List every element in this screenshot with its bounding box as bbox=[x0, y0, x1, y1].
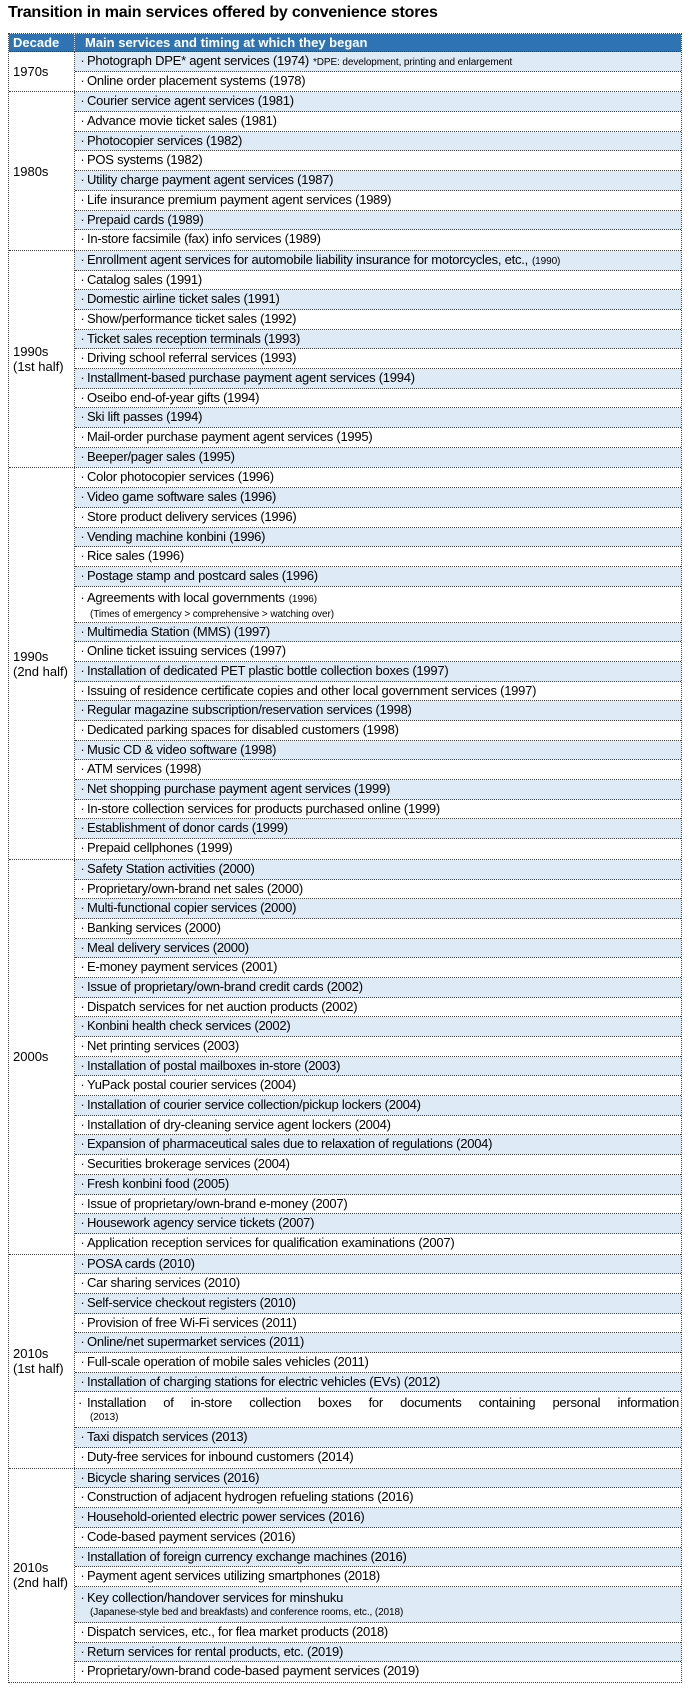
decade-group bbox=[9, 52, 681, 92]
decade-sublabel: (2nd half) bbox=[13, 1575, 68, 1591]
bullet-icon: · bbox=[80, 469, 85, 485]
service-row bbox=[75, 1057, 681, 1077]
service-row bbox=[75, 251, 681, 271]
service-text: Life insurance premium payment agent services (1989) bbox=[87, 191, 392, 207]
decade-cell bbox=[9, 251, 75, 468]
bullet-icon: · bbox=[80, 528, 85, 544]
service-text: Expansion of pharmaceutical sales due to relaxation of regulations (2004) bbox=[87, 1136, 493, 1152]
service-row bbox=[75, 171, 681, 191]
service-row bbox=[75, 860, 681, 880]
bullet-icon: · bbox=[80, 800, 85, 816]
service-row bbox=[75, 191, 681, 211]
bullet-icon: · bbox=[80, 1623, 85, 1639]
service-row bbox=[75, 508, 681, 528]
service-text: Taxi dispatch services (2013) bbox=[87, 1429, 248, 1445]
bullet-icon: · bbox=[80, 251, 85, 267]
service-text: Issue of proprietary/own-brand credit cards (2002) bbox=[87, 978, 363, 994]
header-decade-cell: Decade bbox=[9, 34, 75, 51]
service-row bbox=[75, 528, 681, 548]
decade-cell bbox=[9, 1255, 75, 1468]
bullet-icon: · bbox=[80, 231, 85, 247]
service-text: Multi-functional copier services (2000) bbox=[87, 900, 297, 916]
service-row bbox=[75, 290, 681, 310]
bullet-icon: · bbox=[80, 567, 85, 583]
service-row bbox=[75, 448, 681, 468]
decade-cell bbox=[9, 1469, 75, 1682]
service-row bbox=[75, 151, 681, 171]
service-row bbox=[75, 1643, 681, 1663]
service-note: (1996) bbox=[288, 593, 317, 605]
service-rows bbox=[75, 1469, 681, 1682]
service-text: Online ticket issuing services (1997) bbox=[87, 643, 286, 659]
decade-group bbox=[9, 860, 681, 1255]
service-text: Music CD & video software (1998) bbox=[87, 741, 277, 757]
bullet-icon: · bbox=[80, 1077, 85, 1093]
bullet-icon: · bbox=[80, 1528, 85, 1544]
service-text: Photocopier services (1982) bbox=[87, 132, 243, 148]
decade-group bbox=[9, 251, 681, 469]
bullet-icon: · bbox=[80, 1373, 85, 1389]
service-text: Installation of dedicated PET plastic bottle collection boxes (1997) bbox=[87, 662, 449, 678]
bullet-icon: · bbox=[80, 589, 85, 605]
service-row bbox=[75, 800, 681, 820]
service-row bbox=[75, 662, 681, 682]
service-text: Show/performance ticket sales (1992) bbox=[87, 310, 297, 326]
service-row bbox=[75, 642, 681, 662]
decade-cell bbox=[9, 860, 75, 1254]
service-row bbox=[75, 1469, 681, 1489]
service-text: Dedicated parking spaces for disabled customers (1998) bbox=[87, 722, 399, 737]
service-row bbox=[75, 1135, 681, 1155]
service-note: (1990) bbox=[531, 255, 561, 267]
decade-group bbox=[9, 92, 681, 251]
bullet-icon: · bbox=[80, 1234, 85, 1250]
service-text: Installation of postal mailboxes in-store (2003) bbox=[87, 1057, 341, 1073]
service-text: Construction of adjacent hydrogen refueling stations (2016) bbox=[87, 1489, 414, 1505]
service-rows bbox=[75, 251, 681, 468]
service-text: Self-service checkout registers (2010) bbox=[87, 1294, 296, 1310]
service-text: Prepaid cellphones (1999) bbox=[87, 840, 233, 856]
bullet-icon: · bbox=[80, 350, 85, 366]
decade-label: 1990s bbox=[13, 648, 49, 664]
bullet-icon: · bbox=[80, 132, 85, 148]
service-text: Dispatch services for net auction products (2002) bbox=[87, 998, 358, 1014]
service-text: Ticket sales reception terminals (1993) bbox=[87, 330, 301, 346]
service-rows bbox=[75, 52, 681, 91]
decade-sublabel: (1st half) bbox=[13, 1361, 64, 1377]
decade-cell bbox=[9, 92, 75, 250]
service-note-line2: (Japanese-style bed and breakfasts) and conference rooms, etc., (2018) bbox=[90, 1606, 404, 1618]
service-text: Installation of courier service collection/pickup lockers (2004) bbox=[87, 1097, 421, 1113]
service-row bbox=[75, 271, 681, 291]
bullet-icon: · bbox=[80, 781, 85, 797]
service-text: Color photocopier services (1996) bbox=[87, 469, 274, 485]
service-text: Online order placement systems (1978) bbox=[87, 72, 306, 88]
service-text: Video game software sales (1996) bbox=[87, 489, 277, 505]
bullet-icon: · bbox=[80, 1663, 85, 1679]
service-text: Key collection/handover services for minshuku bbox=[87, 1589, 344, 1605]
bullet-icon: · bbox=[80, 1097, 85, 1113]
bullet-icon: · bbox=[80, 548, 85, 564]
service-text: Domestic airline ticket sales (1991) bbox=[87, 291, 280, 307]
service-text: Rice sales (1996) bbox=[87, 548, 184, 564]
service-row bbox=[75, 1234, 681, 1254]
service-row bbox=[75, 1587, 681, 1623]
bullet-icon: · bbox=[80, 271, 85, 287]
service-row bbox=[75, 92, 681, 112]
bullet-icon: · bbox=[80, 1136, 85, 1152]
bullet-icon: · bbox=[80, 643, 85, 659]
service-row bbox=[75, 310, 681, 330]
service-row bbox=[75, 1353, 681, 1373]
service-text: Installation of dry-cleaning service agent lockers (2004) bbox=[87, 1116, 391, 1132]
bullet-icon: · bbox=[80, 702, 85, 718]
decade-cell bbox=[9, 468, 75, 858]
service-row bbox=[75, 547, 681, 567]
decade-label: 1970s bbox=[13, 64, 49, 80]
service-row bbox=[75, 880, 681, 900]
service-text: Photograph DPE* agent services (1974) bbox=[87, 53, 309, 68]
service-text: Vending machine konbini (1996) bbox=[87, 528, 266, 544]
bullet-icon: · bbox=[80, 1509, 85, 1525]
table-header-row bbox=[9, 34, 681, 52]
bullet-icon: · bbox=[80, 919, 85, 935]
decade-group bbox=[9, 468, 681, 859]
service-text: Net printing services (2003) bbox=[87, 1038, 239, 1053]
service-text: Provision of free Wi-Fi services (2011) bbox=[87, 1314, 297, 1330]
service-row bbox=[75, 1488, 681, 1508]
service-row bbox=[75, 468, 681, 488]
bullet-icon: · bbox=[80, 1215, 85, 1231]
service-text: Regular magazine subscription/reservation services (1998) bbox=[87, 702, 412, 718]
decade-label: 1980s bbox=[13, 163, 49, 179]
service-row bbox=[75, 1662, 681, 1682]
service-text: Bicycle sharing services (2016) bbox=[87, 1469, 260, 1485]
service-text: Advance movie ticket sales (1981) bbox=[87, 113, 277, 129]
service-row bbox=[75, 1448, 681, 1468]
service-row bbox=[75, 52, 681, 72]
service-text: ATM services (1998) bbox=[87, 761, 202, 777]
service-row bbox=[75, 682, 681, 702]
bullet-icon: · bbox=[80, 1018, 85, 1034]
service-text: Application reception services for qualification examinations (2007) bbox=[87, 1234, 455, 1250]
service-text: POSA cards (2010) bbox=[87, 1255, 195, 1271]
service-row bbox=[75, 488, 681, 508]
service-rows bbox=[75, 92, 681, 250]
service-row bbox=[75, 349, 681, 369]
service-text: Safety Station activities (2000) bbox=[87, 860, 255, 876]
service-row bbox=[75, 741, 681, 761]
bullet-icon: · bbox=[80, 1275, 85, 1291]
bullet-icon: · bbox=[80, 53, 85, 68]
decade-label: 2010s bbox=[13, 1346, 49, 1362]
service-row bbox=[75, 1155, 681, 1175]
decade-cell bbox=[9, 52, 75, 91]
service-text: POS systems (1982) bbox=[87, 152, 203, 168]
bullet-icon: · bbox=[78, 1395, 83, 1411]
service-text: Housework agency service tickets (2007) bbox=[87, 1215, 315, 1231]
bullet-icon: · bbox=[80, 820, 85, 836]
service-row bbox=[75, 1175, 681, 1195]
service-row bbox=[75, 899, 681, 919]
bullet-icon: · bbox=[80, 662, 85, 678]
bullet-icon: · bbox=[80, 623, 85, 639]
decade-label: 2000s bbox=[13, 1049, 49, 1065]
service-rows bbox=[75, 468, 681, 858]
bullet-icon: · bbox=[80, 113, 85, 129]
service-text: Household-oriented electric power services (2016) bbox=[87, 1509, 365, 1525]
service-text: Installation of charging stations for electric vehicles (EVs) (2012) bbox=[87, 1373, 440, 1389]
service-text: Duty-free services for inbound customers (2014) bbox=[87, 1449, 354, 1465]
bullet-icon: · bbox=[80, 1643, 85, 1659]
service-row bbox=[75, 1116, 681, 1136]
service-row bbox=[75, 1096, 681, 1116]
bullet-icon: · bbox=[80, 900, 85, 916]
service-text: Fresh konbini food (2005) bbox=[87, 1175, 229, 1191]
service-text: Meal delivery services (2000) bbox=[87, 939, 249, 955]
bullet-icon: · bbox=[80, 409, 85, 425]
bullet-icon: · bbox=[80, 1449, 85, 1465]
service-text: In-store facsimile (fax) info services (1989) bbox=[87, 231, 321, 247]
service-text: Full-scale operation of mobile sales vehicles (2011) bbox=[87, 1354, 369, 1369]
service-text: Car sharing services (2010) bbox=[87, 1275, 240, 1291]
bullet-icon: · bbox=[80, 211, 85, 227]
service-row bbox=[75, 1623, 681, 1643]
service-row bbox=[75, 1567, 681, 1587]
service-text: Dispatch services, etc., for flea market products (2018) bbox=[87, 1623, 389, 1639]
service-row bbox=[75, 1294, 681, 1314]
service-text: Courier service agent services (1981) bbox=[87, 93, 294, 109]
bullet-icon: · bbox=[80, 978, 85, 994]
bullet-icon: · bbox=[80, 330, 85, 346]
service-row bbox=[75, 1274, 681, 1294]
service-row bbox=[75, 408, 681, 428]
bullet-icon: · bbox=[80, 1314, 85, 1330]
service-row bbox=[75, 211, 681, 231]
service-note-line2: (2013) bbox=[90, 1412, 119, 1424]
decade-group bbox=[9, 1469, 681, 1682]
service-row bbox=[75, 919, 681, 939]
service-text: Issuing of residence certificate copies and other local government services (1997) bbox=[87, 682, 537, 698]
bullet-icon: · bbox=[80, 1354, 85, 1369]
bullet-icon: · bbox=[80, 191, 85, 207]
decade-sublabel: (2nd half) bbox=[13, 663, 68, 679]
bullet-icon: · bbox=[80, 1294, 85, 1310]
service-row bbox=[75, 428, 681, 448]
bullet-icon: · bbox=[80, 489, 85, 505]
decade-label: 1990s bbox=[13, 344, 49, 360]
service-text: E-money payment services (2001) bbox=[87, 959, 278, 975]
bullet-icon: · bbox=[80, 1175, 85, 1191]
bullet-icon: · bbox=[80, 741, 85, 757]
service-text: Proprietary/own-brand net sales (2000) bbox=[87, 880, 303, 896]
service-text: Ski lift passes (1994) bbox=[87, 409, 203, 425]
service-row bbox=[75, 1392, 681, 1428]
service-text: Online/net supermarket services (2011) bbox=[87, 1334, 305, 1350]
service-row bbox=[75, 1373, 681, 1393]
service-row bbox=[75, 1548, 681, 1568]
bullet-icon: · bbox=[80, 959, 85, 975]
service-text: Catalog sales (1991) bbox=[87, 271, 202, 287]
table-body bbox=[9, 52, 681, 1682]
bullet-icon: · bbox=[80, 93, 85, 109]
bullet-icon: · bbox=[80, 939, 85, 955]
decade-sublabel: (1st half) bbox=[13, 359, 64, 375]
service-text: Installation of foreign currency exchange machines (2016) bbox=[87, 1548, 407, 1564]
bullet-icon: · bbox=[80, 682, 85, 698]
bullet-icon: · bbox=[80, 761, 85, 777]
bullet-icon: · bbox=[80, 152, 85, 168]
service-text: Postage stamp and postcard sales (1996) bbox=[87, 567, 318, 583]
bullet-icon: · bbox=[80, 429, 85, 445]
service-row bbox=[75, 330, 681, 350]
service-text: Enrollment agent services for automobile liability insurance for motorcycles, etc., bbox=[87, 251, 528, 267]
service-text: In-store collection services for products purchased online (1999) bbox=[87, 800, 440, 816]
bullet-icon: · bbox=[80, 370, 85, 385]
service-text: Installment-based purchase payment agent services (1994) bbox=[87, 370, 415, 385]
service-row bbox=[75, 760, 681, 780]
service-row bbox=[75, 998, 681, 1018]
decade-label: 2010s bbox=[13, 1560, 49, 1576]
service-text: Securities brokerage services (2004) bbox=[87, 1156, 290, 1172]
bullet-icon: · bbox=[80, 860, 85, 876]
service-text: Utility charge payment agent services (1987) bbox=[87, 172, 334, 188]
bullet-icon: · bbox=[80, 1548, 85, 1564]
bullet-icon: · bbox=[80, 448, 85, 464]
service-row bbox=[75, 230, 681, 250]
service-row bbox=[75, 819, 681, 839]
bullet-icon: · bbox=[80, 172, 85, 188]
service-row bbox=[75, 1076, 681, 1096]
page-title: Transition in main services offered by convenience stores bbox=[8, 4, 438, 21]
service-row bbox=[75, 1528, 681, 1548]
bullet-icon: · bbox=[80, 1057, 85, 1073]
service-text: Store product delivery services (1996) bbox=[87, 508, 297, 524]
bullet-icon: · bbox=[80, 1589, 85, 1605]
service-text: Return services for rental products, etc. (2019) bbox=[87, 1643, 344, 1659]
service-row bbox=[75, 1508, 681, 1528]
service-text: Multimedia Station (MMS) (1997) bbox=[87, 623, 270, 639]
service-text: Issue of proprietary/own-brand e-money (2007) bbox=[87, 1195, 348, 1211]
service-rows bbox=[75, 860, 681, 1254]
decade-group bbox=[9, 1255, 681, 1469]
service-row bbox=[75, 721, 681, 741]
service-row bbox=[75, 839, 681, 859]
service-text: Oseibo end-of-year gifts (1994) bbox=[87, 389, 260, 405]
service-row bbox=[75, 1428, 681, 1448]
service-row bbox=[75, 1314, 681, 1334]
service-row bbox=[75, 701, 681, 721]
bullet-icon: · bbox=[80, 1334, 85, 1350]
service-row bbox=[75, 369, 681, 389]
bullet-icon: · bbox=[80, 840, 85, 856]
service-row bbox=[75, 72, 681, 92]
service-text: Payment agent services utilizing smartphones (2018) bbox=[87, 1568, 380, 1584]
service-row bbox=[75, 389, 681, 409]
service-row bbox=[75, 780, 681, 800]
service-text: Net shopping purchase payment agent services (1999) bbox=[87, 781, 391, 797]
bullet-icon: · bbox=[80, 1195, 85, 1211]
services-table bbox=[8, 33, 682, 1683]
service-text: Banking services (2000) bbox=[87, 919, 221, 935]
service-text: Proprietary/own-brand code-based payment services (2019) bbox=[87, 1663, 420, 1679]
header-services-cell: Main services and timing at which they began bbox=[85, 35, 368, 50]
service-row bbox=[75, 567, 681, 587]
bullet-icon: · bbox=[80, 1038, 85, 1053]
service-text: Mail-order purchase payment agent services (1995) bbox=[87, 429, 373, 445]
bullet-icon: · bbox=[80, 291, 85, 307]
bullet-icon: · bbox=[80, 1255, 85, 1271]
service-text: YuPack postal courier services (2004) bbox=[87, 1077, 296, 1093]
bullet-icon: · bbox=[80, 1116, 85, 1132]
service-text: Konbini health check services (2002) bbox=[87, 1018, 291, 1034]
bullet-icon: · bbox=[80, 72, 85, 88]
service-row bbox=[75, 958, 681, 978]
service-note: *DPE: development, printing and enlargement bbox=[313, 57, 513, 68]
service-text: Driving school referral services (1993) bbox=[87, 350, 297, 366]
service-text: Code-based payment services (2016) bbox=[87, 1528, 296, 1544]
service-row bbox=[75, 587, 681, 623]
service-text: Beeper/pager sales (1995) bbox=[87, 448, 235, 464]
bullet-icon: · bbox=[80, 508, 85, 524]
service-row bbox=[75, 1017, 681, 1037]
bullet-icon: · bbox=[80, 880, 85, 896]
service-rows bbox=[75, 1255, 681, 1468]
bullet-icon: · bbox=[80, 389, 85, 405]
service-row bbox=[75, 939, 681, 959]
bullet-icon: · bbox=[80, 1429, 85, 1445]
service-text: Prepaid cards (1989) bbox=[87, 211, 204, 227]
service-row bbox=[75, 623, 681, 643]
service-row bbox=[75, 1037, 681, 1057]
service-text: Installation of in-store collection boxes for documents containing personal information bbox=[87, 1395, 679, 1411]
service-row bbox=[75, 1195, 681, 1215]
bullet-icon: · bbox=[80, 722, 85, 737]
bullet-icon: · bbox=[80, 310, 85, 326]
bullet-icon: · bbox=[80, 1568, 85, 1584]
service-row bbox=[75, 1333, 681, 1353]
service-text: Agreements with local governments bbox=[87, 589, 285, 605]
service-row bbox=[75, 132, 681, 152]
service-text: Establishment of donor cards (1999) bbox=[87, 820, 288, 836]
service-row bbox=[75, 1214, 681, 1234]
service-row bbox=[75, 978, 681, 998]
bullet-icon: · bbox=[80, 1489, 85, 1505]
service-row bbox=[75, 112, 681, 132]
service-row bbox=[75, 1255, 681, 1275]
bullet-icon: · bbox=[80, 1469, 85, 1485]
bullet-icon: · bbox=[80, 1156, 85, 1172]
bullet-icon: · bbox=[80, 998, 85, 1014]
service-note-line2: (Times of emergency > comprehensive > watching over) bbox=[90, 608, 334, 620]
